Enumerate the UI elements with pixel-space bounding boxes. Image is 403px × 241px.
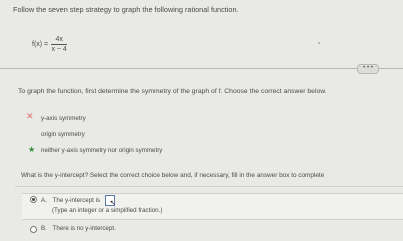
more-button[interactable]: • • • <box>357 64 379 74</box>
question1-option-1[interactable]: y-axis symmetry <box>41 115 86 122</box>
function-lhs: f(x) = <box>32 41 49 48</box>
question2-divider <box>15 186 403 187</box>
decorative-dot <box>318 42 320 44</box>
function-fraction <box>51 36 67 53</box>
option-a-row <box>41 195 115 206</box>
function-numerator: 4x <box>55 36 63 43</box>
function-expression <box>32 36 67 53</box>
question1-option-3[interactable]: neither y-axis symmetry nor origin symmetry <box>41 147 163 154</box>
instruction-text: Follow the seven step strategy to graph the following rational function. <box>13 5 239 14</box>
fraction-bar <box>51 44 67 45</box>
option-a-text: The y-intercept is <box>52 197 101 205</box>
option-a-letter: A. <box>41 197 47 205</box>
option-a-radio[interactable] <box>30 196 37 203</box>
y-intercept-answer-box[interactable] <box>105 195 115 206</box>
option-a-hint: (Type an integer or a simplified fraction.) <box>52 207 163 214</box>
star-icon: ★ <box>28 145 36 154</box>
x-icon: ✕ <box>26 111 34 121</box>
option-b-text: There is no y-intercept. <box>52 225 116 232</box>
question1-prompt: To graph the function, first determine the symmetry of the graph of f. Choose the correct answer below. <box>18 88 327 95</box>
question1-option-2[interactable]: origin symmetry <box>41 131 85 138</box>
function-denominator: x − 4 <box>51 46 67 53</box>
cursor-icon: ↖ <box>109 200 116 207</box>
section-divider <box>0 68 403 69</box>
option-b-letter: B. <box>41 225 47 232</box>
question2-prompt: What is the y-intercept? Select the correct choice below and, if necessary, fill in the answer box to complete <box>21 172 325 179</box>
option-b-radio[interactable] <box>30 226 37 233</box>
option-b-row <box>41 225 116 232</box>
